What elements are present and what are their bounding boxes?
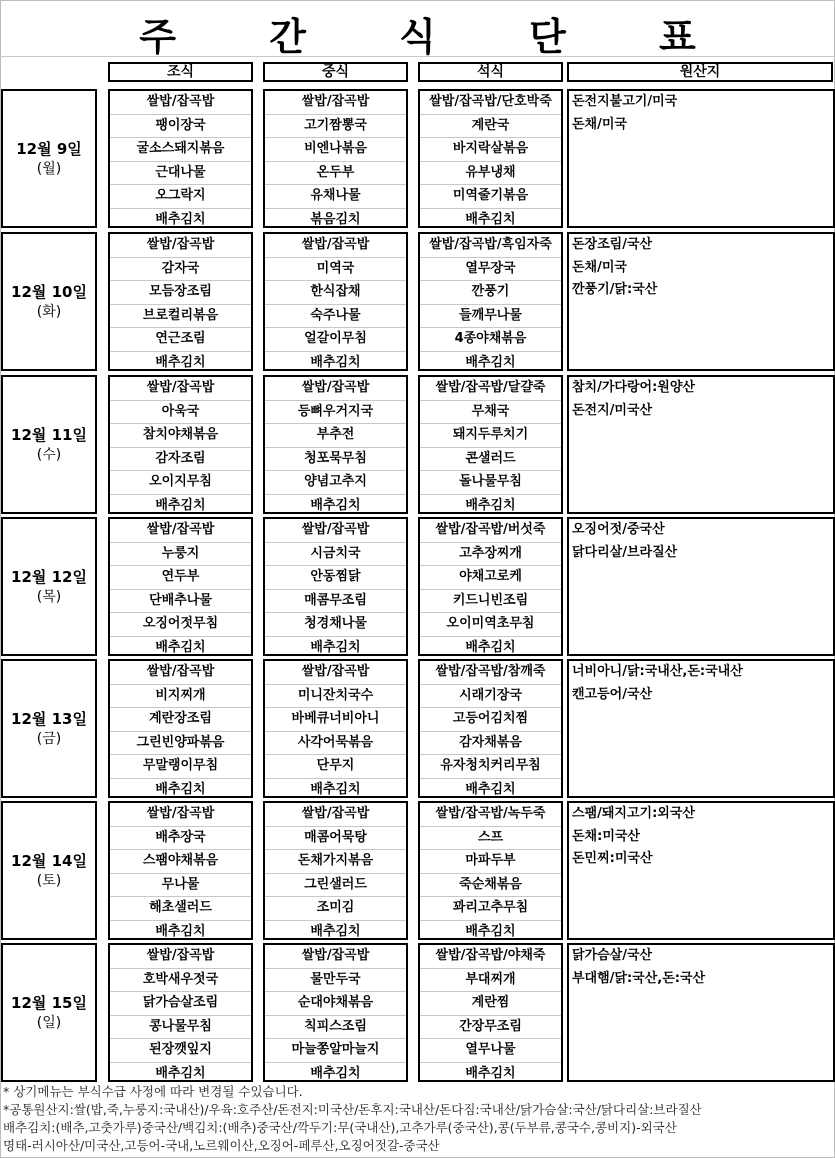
menu-item: 배추김치: [155, 923, 206, 939]
menu-item: 유채나물: [265, 185, 406, 209]
menu-item: 배추김치: [465, 497, 516, 513]
breakfast-column: [108, 517, 253, 656]
menu-item: 계란찜: [420, 992, 561, 1016]
menu-item: 계란국: [420, 115, 561, 139]
note-line: * 상기메뉴는 부식수급 사정에 따라 변경될 수있습니다.: [3, 1084, 303, 1099]
origin-item: 너비아니/닭:국내산,돈:국내산: [572, 664, 743, 679]
menu-item: 부대찌개: [420, 969, 561, 993]
menu-item: 쌀밥/잡곡밥: [110, 234, 251, 258]
origin-item: 오징어젓/중국산: [572, 522, 665, 537]
note-line: *공통원산지:쌀(밥,죽,누룽지:국내산)/우육:호주산/돈전지:미국산/돈후지:국내산/돈다짐:국내산/닭가슴살:국산/닭다리살:브라질산: [3, 1102, 702, 1117]
weekday-label: (화): [36, 303, 62, 320]
origin-item: 돈민찌:미국산: [572, 851, 653, 866]
menu-item: 키드니빈조림: [420, 590, 561, 614]
page-title: 주 간 식 단 표: [139, 15, 736, 59]
menu-item: 조미김: [265, 897, 406, 921]
menu-item: 모듬장조림: [110, 281, 251, 305]
menu-item: 쌀밥/잡곡밥/참깨죽: [420, 661, 561, 685]
day-row: [0, 89, 835, 228]
origin-item: 깐풍기/닭:국산: [572, 282, 658, 297]
menu-item: 쌀밥/잡곡밥/흑임자죽: [420, 234, 561, 258]
menu-item: 브로컬리볶음: [110, 305, 251, 329]
origin-column: [567, 375, 835, 514]
lunch-column: [263, 375, 408, 514]
menu-item: 쌀밥/잡곡밥: [265, 945, 406, 969]
breakfast-column: [108, 375, 253, 514]
menu-item: 쌀밥/잡곡밥: [265, 519, 406, 543]
breakfast-column: [108, 943, 253, 1082]
day-row: [0, 943, 835, 1082]
header-breakfast: 조식: [108, 62, 253, 82]
menu-item: 배추김치: [155, 211, 206, 227]
menu-item: 배추김치: [310, 1065, 361, 1081]
origin-item: 부대햄/닭:국산,돈:국산: [572, 970, 706, 986]
lunch-column: [263, 659, 408, 798]
menu-item: 배추김치: [465, 781, 516, 797]
origin-item: 돈전지/미국산: [572, 402, 653, 418]
date-label: 12월 13일: [11, 709, 87, 728]
menu-item: 그린빈양파볶음: [110, 732, 251, 756]
weekday-label: (일): [36, 1014, 62, 1031]
menu-item: 스팸야채볶음: [110, 850, 251, 874]
menu-item: 배추김치: [310, 497, 361, 513]
date-cell: [1, 943, 97, 1082]
menu-item: 무말랭이무침: [110, 755, 251, 779]
menu-item: 계란장조림: [110, 708, 251, 732]
menu-item: 바베큐너비아니: [265, 708, 406, 732]
menu-item: 오그락지: [110, 185, 251, 209]
date-label: 12월 11일: [11, 425, 87, 444]
menu-item: 쌀밥/잡곡밥/녹두죽: [420, 803, 561, 827]
menu-item: 비엔나볶음: [265, 138, 406, 162]
menu-item: 배추김치: [465, 1065, 516, 1081]
menu-item: 쌀밥/잡곡밥: [265, 661, 406, 685]
menu-item: 누룽지: [110, 543, 251, 567]
origin-item: 돈전지불고기/미국: [572, 94, 678, 109]
menu-item: 마파두부: [420, 850, 561, 874]
menu-item: 사각어묵볶음: [265, 732, 406, 756]
origin-column: [567, 659, 835, 798]
menu-item: 근대나물: [110, 162, 251, 186]
day-row: [0, 517, 835, 656]
date-cell: [1, 232, 97, 371]
dinner-column: [418, 517, 563, 656]
breakfast-column: [108, 232, 253, 371]
lunch-column: [263, 517, 408, 656]
menu-item: 돼지두루치기: [420, 424, 561, 448]
day-row: [0, 232, 835, 371]
menu-item: 간장무조림: [420, 1016, 561, 1040]
menu-item: 안동찜닭: [265, 566, 406, 590]
menu-item: 숙주나물: [265, 305, 406, 329]
breakfast-column: [108, 89, 253, 228]
menu-item: 배추김치: [155, 354, 206, 370]
menu-item: 닭가슴살조림: [110, 992, 251, 1016]
menu-item: 마늘쫑알마늘지: [265, 1039, 406, 1063]
menu-item: 무나물: [110, 874, 251, 898]
menu-item: 청포묵무침: [265, 448, 406, 472]
menu-item: 미니잔치국수: [265, 685, 406, 709]
menu-item: 죽순채볶음: [420, 874, 561, 898]
menu-item: 쌀밥/잡곡밥: [110, 945, 251, 969]
menu-item: 오이미역초무침: [420, 613, 561, 637]
menu-item: 부추전: [265, 424, 406, 448]
menu-item: 매콤어묵탕: [265, 827, 406, 851]
menu-item: 열무나물: [420, 1039, 561, 1063]
header-origin: 원산지: [567, 62, 833, 82]
menu-item: 쌀밥/잡곡밥: [265, 234, 406, 258]
menu-item: 오이지무침: [110, 471, 251, 495]
menu-item: 한식잡채: [265, 281, 406, 305]
menu-item: 배추김치: [310, 354, 361, 370]
menu-item: 배추김치: [155, 781, 206, 797]
origin-column: [567, 943, 835, 1082]
date-cell: [1, 89, 97, 228]
menu-item: 배추김치: [465, 923, 516, 939]
menu-item: 배추장국: [110, 827, 251, 851]
menu-item: 야채고로케: [420, 566, 561, 590]
date-label: 12월 14일: [11, 851, 87, 870]
menu-item: 오징어젓무침: [110, 613, 251, 637]
menu-item: 시금치국: [265, 543, 406, 567]
menu-item: 배추김치: [465, 639, 516, 655]
menu-item: 4종야채볶음: [420, 328, 561, 352]
menu-item: 온두부: [265, 162, 406, 186]
menu-item: 고기짬뽕국: [265, 115, 406, 139]
menu-item: 해초샐러드: [110, 897, 251, 921]
menu-item: 감자조림: [110, 448, 251, 472]
menu-item: 배추김치: [465, 354, 516, 370]
date-cell: [1, 517, 97, 656]
origin-item: 닭가슴살/국산: [572, 948, 653, 963]
menu-item: 쌀밥/잡곡밥: [265, 377, 406, 401]
menu-item: 쌀밥/잡곡밥: [110, 803, 251, 827]
menu-item: 콩나물무침: [110, 1016, 251, 1040]
weekday-label: (수): [36, 446, 62, 463]
weekday-label: (목): [36, 588, 62, 605]
weekday-label: (월): [36, 160, 62, 177]
origin-column: [567, 89, 835, 228]
menu-item: 배추김치: [310, 781, 361, 797]
menu-item: 단무지: [265, 755, 406, 779]
menu-item: 꽈리고추무침: [420, 897, 561, 921]
day-row: [0, 375, 835, 514]
menu-item: 배추김치: [465, 211, 516, 227]
menu-item: 연근조림: [110, 328, 251, 352]
menu-item: 시래기장국: [420, 685, 561, 709]
menu-item: 칙피스조림: [265, 1016, 406, 1040]
date-label: 12월 12일: [11, 567, 87, 586]
lunch-column: [263, 89, 408, 228]
header-lunch: 중식: [263, 62, 408, 82]
menu-item: 쌀밥/잡곡밥/단호박죽: [420, 91, 561, 115]
menu-item: 고추장찌개: [420, 543, 561, 567]
origin-item: 돈채:미국산: [572, 828, 640, 844]
header-dinner: 석식: [418, 62, 563, 82]
menu-item: 스프: [420, 827, 561, 851]
dinner-column: [418, 89, 563, 228]
menu-item: 배추김치: [310, 923, 361, 939]
menu-item: 미역국: [265, 258, 406, 282]
menu-item: 아욱국: [110, 401, 251, 425]
menu-item: 콘샐러드: [420, 448, 561, 472]
menu-item: 참치야채볶음: [110, 424, 251, 448]
menu-item: 돌나물무침: [420, 471, 561, 495]
note-line: 명태-러시아산/미국산,고등어-국내,노르웨이산,오징어-페루산,오징어젓갈-중국산: [3, 1138, 440, 1153]
date-cell: [1, 801, 97, 940]
menu-item: 쌀밥/잡곡밥: [265, 803, 406, 827]
menu-item: 쌀밥/잡곡밥: [110, 91, 251, 115]
notes: [3, 1083, 833, 1155]
menu-item: 유자청치커리무침: [420, 755, 561, 779]
breakfast-column: [108, 659, 253, 798]
menu-item: 등뼈우거지국: [265, 401, 406, 425]
menu-item: 배추김치: [155, 1065, 206, 1081]
origin-item: 참치/가다랑어:원양산: [572, 380, 695, 395]
menu-item: 얼갈이무침: [265, 328, 406, 352]
menu-item: 쌀밥/잡곡밥: [265, 91, 406, 115]
menu-item: 쌀밥/잡곡밥/야채죽: [420, 945, 561, 969]
menu-item: 그린샐러드: [265, 874, 406, 898]
menu-item: 비지찌개: [110, 685, 251, 709]
menu-item: 청경채나물: [265, 613, 406, 637]
dinner-column: [418, 801, 563, 940]
menu-item: 매콤무조림: [265, 590, 406, 614]
menu-item: 유부냉채: [420, 162, 561, 186]
lunch-column: [263, 232, 408, 371]
menu-item: 감자국: [110, 258, 251, 282]
date-label: 12월 9일: [16, 139, 82, 158]
menu-item: 쌀밥/잡곡밥/달걀죽: [420, 377, 561, 401]
origin-item: 돈채/미국: [572, 116, 627, 132]
menu-item: 감자채볶음: [420, 732, 561, 756]
origin-column: [567, 517, 835, 656]
menu-item: 깐풍기: [420, 281, 561, 305]
weekday-label: (토): [36, 872, 62, 889]
day-row: [0, 659, 835, 798]
menu-item: 고등어김치찜: [420, 708, 561, 732]
menu-item: 굴소스돼지볶음: [110, 138, 251, 162]
menu-item: 배추김치: [310, 639, 361, 655]
menu-item: 된장깻잎지: [110, 1039, 251, 1063]
breakfast-column: [108, 801, 253, 940]
menu-item: 단배추나물: [110, 590, 251, 614]
menu-item: 쌀밥/잡곡밥/버섯죽: [420, 519, 561, 543]
origin-column: [567, 232, 835, 371]
date-cell: [1, 375, 97, 514]
menu-item: 쌀밥/잡곡밥: [110, 519, 251, 543]
menu-item: 바지락살볶음: [420, 138, 561, 162]
origin-item: 캔고등어/국산: [572, 686, 653, 702]
menu-item: 들깨무나물: [420, 305, 561, 329]
dinner-column: [418, 943, 563, 1082]
dinner-column: [418, 232, 563, 371]
lunch-column: [263, 943, 408, 1082]
date-cell: [1, 659, 97, 798]
menu-item: 열무장국: [420, 258, 561, 282]
menu-item: 배추김치: [155, 639, 206, 655]
menu-item: 쌀밥/잡곡밥: [110, 661, 251, 685]
note-line: 배추김치:(배추,고춧가루)중국산/백김치:(배추)중국산/깍두기:무(국내산),고추가루(중국산),콩(두부류,콩국수,콩비지)-외국산: [3, 1120, 677, 1135]
menu-item: 무채국: [420, 401, 561, 425]
menu-item: 미역줄기볶음: [420, 185, 561, 209]
origin-item: 닭다리살/브라질산: [572, 544, 678, 560]
dinner-column: [418, 375, 563, 514]
menu-item: 호박새우젓국: [110, 969, 251, 993]
origin-item: 돈장조림/국산: [572, 237, 653, 252]
menu-item: 배추김치: [155, 497, 206, 513]
menu-item: 볶음김치: [310, 211, 361, 227]
title-divider: [0, 56, 835, 57]
day-row: [0, 801, 835, 940]
date-label: 12월 15일: [11, 993, 87, 1012]
menu-item: 팽이장국: [110, 115, 251, 139]
menu-item: 돈채가지볶음: [265, 850, 406, 874]
origin-item: 돈채/미국: [572, 259, 627, 275]
origin-item: 스팸/돼지고기:외국산: [572, 806, 695, 821]
weekday-label: (금): [36, 730, 62, 747]
menu-item: 연두부: [110, 566, 251, 590]
menu-item: 양념고추지: [265, 471, 406, 495]
menu-item: 순대야채볶음: [265, 992, 406, 1016]
menu-item: 쌀밥/잡곡밥: [110, 377, 251, 401]
origin-column: [567, 801, 835, 940]
lunch-column: [263, 801, 408, 940]
menu-item: 물만두국: [265, 969, 406, 993]
dinner-column: [418, 659, 563, 798]
date-label: 12월 10일: [11, 282, 87, 301]
